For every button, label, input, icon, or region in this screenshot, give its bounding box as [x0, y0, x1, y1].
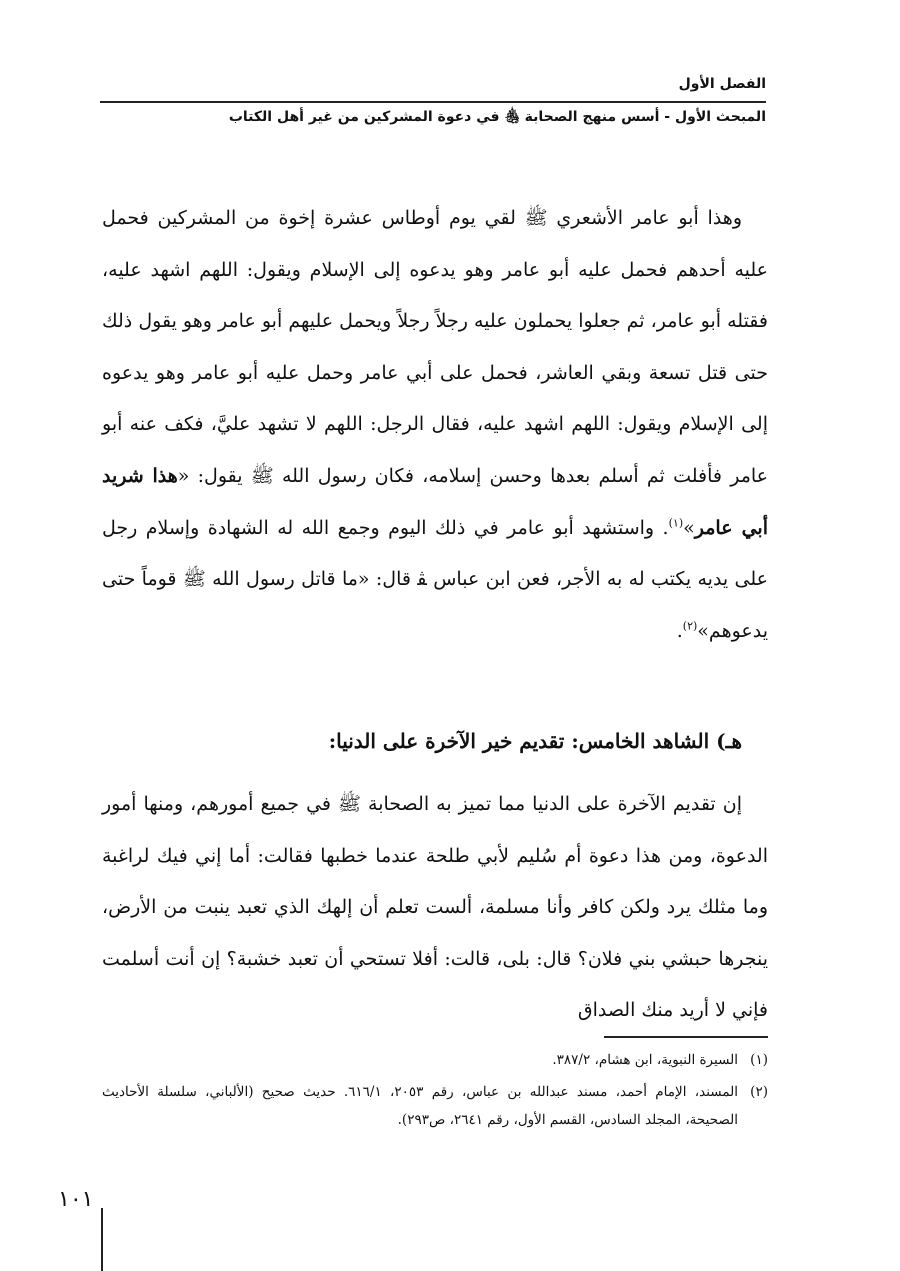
- footnote-1: [102, 1046, 768, 1074]
- footnote-number: (٢): [750, 1084, 768, 1100]
- section-heading-text: هـ) الشاهد الخامس: تقديم خير الآخرة على الدنيا:: [328, 729, 742, 753]
- paragraph-1-text-c: . واستشهد أبو عامر في ذلك اليوم وجمع الله له الشهادة وإسلام رجل على يديه يكتب له به الأجر، فعن ابن عباس ﭭ قال: «ما قاتل رسول الله ﷺ قوماً حتى يدعوهم»: [102, 516, 768, 642]
- footnotes: [102, 1046, 768, 1138]
- footnote-text: السيرة النبوية، ابن هشام، ٣٨٧/٢.: [552, 1052, 738, 1068]
- body-paragraph-1: [102, 193, 768, 657]
- running-header-section: المبحث الأول - أسس منهج الصحابة ﵃ في دعوة المشركين من غير أهل الكتاب: [228, 109, 766, 125]
- footnote-number: (١): [750, 1052, 768, 1068]
- running-header-chapter: الفصل الأول: [678, 76, 766, 92]
- margin-rule: [101, 1208, 103, 1271]
- paragraph-2-text: إن تقديم الآخرة على الدنيا مما تميز به الصحابة ﷺ في جميع أمورهم، ومنها أمور الدعوة، ومن هذا دعوة أم سُليم لأبي طلحة عندما خطبها فقالت: أما إني فيك لراغبة وما مثلك يرد ولكن كافر وأنا مسلمة، ألست تعلم أن إلهك الذي تعبد ينبت من الأرض، ينجرها حبشي بني فلان؟ قال: بلى، قالت: أفلا تستحي أن تعبد خشبة؟ إن أنت أسلمت فإني لا أريد منك الصداق: [102, 793, 768, 1022]
- body-paragraph-2: [102, 779, 768, 1037]
- paragraph-1-text-a: وهذا أبو عامر الأشعري ﷺ لقي يوم أوطاس عشرة إخوة من المشركين فحمل عليه أحدهم فحمل عليه أبو عامر وهو يدعوه إلى الإسلام ويقول: اللهم اشهد عليه، فقتله أبو عامر، ثم جعلوا يحملون عليه رجلاً رجلاً ويحمل عليهم أبو عامر وهو يقول ذلك حتى قتل تسعة وبقي العاشر، فحمل على أبي عامر وحمل عليه أبو عامر وهو يدعوه إلى الإسلام ويقول: اللهم اشهد عليه، فقال الرجل: اللهم لا تشهد عليَّ، فكف عنه أبو عامر فأفلت ثم أسلم بعدها وحسن إسلامه، فكان رسول الله ﷺ يقول: «: [102, 207, 768, 487]
- page-number: ١٠١: [58, 1187, 94, 1212]
- header-rule: [100, 101, 766, 103]
- paragraph-1-text-d: .: [676, 619, 683, 642]
- footnote-text: المسند، الإمام أحمد، مسند عبدالله بن عباس، رقم ٢٠٥٣، ٦١٦/١. حديث صحيح (الألباني، سلسلة الأحاديث الصحيحة، المجلد السادس، القسم الأول، رقم ٢٦٤١، ص٢٩٣).: [102, 1084, 738, 1128]
- footnote-2: [102, 1078, 768, 1134]
- footnote-separator: [604, 1036, 768, 1038]
- paragraph-1-text-b: »: [683, 516, 695, 539]
- footnote-ref-1[interactable]: (١): [668, 516, 684, 530]
- section-heading: [102, 716, 768, 766]
- hadith-quote: هذا شريد أبي عامر: [102, 464, 768, 539]
- footnote-ref-2[interactable]: (٢): [682, 619, 698, 633]
